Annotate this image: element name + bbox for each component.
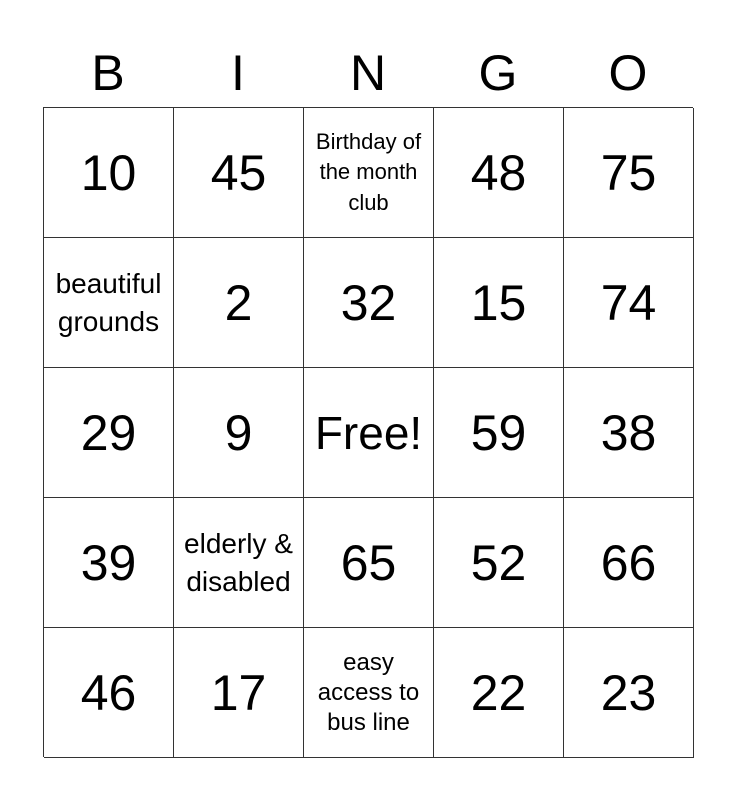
bingo-cell[interactable]: beautiful grounds: [44, 238, 174, 368]
bingo-cell[interactable]: 23: [564, 628, 694, 758]
bingo-cell[interactable]: 59: [434, 368, 564, 498]
bingo-cell[interactable]: 2: [174, 238, 304, 368]
bingo-cell[interactable]: 75: [564, 108, 694, 238]
free-space-cell[interactable]: Free!: [304, 368, 434, 498]
bingo-cell[interactable]: elderly & disabled: [174, 498, 304, 628]
bingo-cell[interactable]: 15: [434, 238, 564, 368]
bingo-cell[interactable]: 46: [44, 628, 174, 758]
bingo-cell[interactable]: 17: [174, 628, 304, 758]
bingo-cell[interactable]: Birthday of the month club: [304, 108, 434, 238]
bingo-cell[interactable]: 39: [44, 498, 174, 628]
bingo-header: [43, 40, 693, 106]
bingo-cell[interactable]: 65: [304, 498, 434, 628]
bingo-cell[interactable]: 38: [564, 368, 694, 498]
bingo-cell[interactable]: easy access to bus line: [304, 628, 434, 758]
bingo-cell[interactable]: 22: [434, 628, 564, 758]
bingo-cell[interactable]: 29: [44, 368, 174, 498]
bingo-cell[interactable]: 66: [564, 498, 694, 628]
bingo-cell[interactable]: 52: [434, 498, 564, 628]
bingo-cell[interactable]: 10: [44, 108, 174, 238]
bingo-cell[interactable]: 48: [434, 108, 564, 238]
bingo-cell[interactable]: 32: [304, 238, 434, 368]
bingo-cell[interactable]: 9: [174, 368, 304, 498]
header-letter-i: I: [231, 45, 245, 101]
bingo-cell[interactable]: 74: [564, 238, 694, 368]
bingo-board: [43, 107, 693, 757]
header-letter-g: G: [478, 45, 518, 101]
header-letter-o: O: [608, 45, 648, 101]
header-letter-b: B: [91, 45, 125, 101]
bingo-cell[interactable]: 45: [174, 108, 304, 238]
header-letter-n: N: [349, 45, 387, 101]
